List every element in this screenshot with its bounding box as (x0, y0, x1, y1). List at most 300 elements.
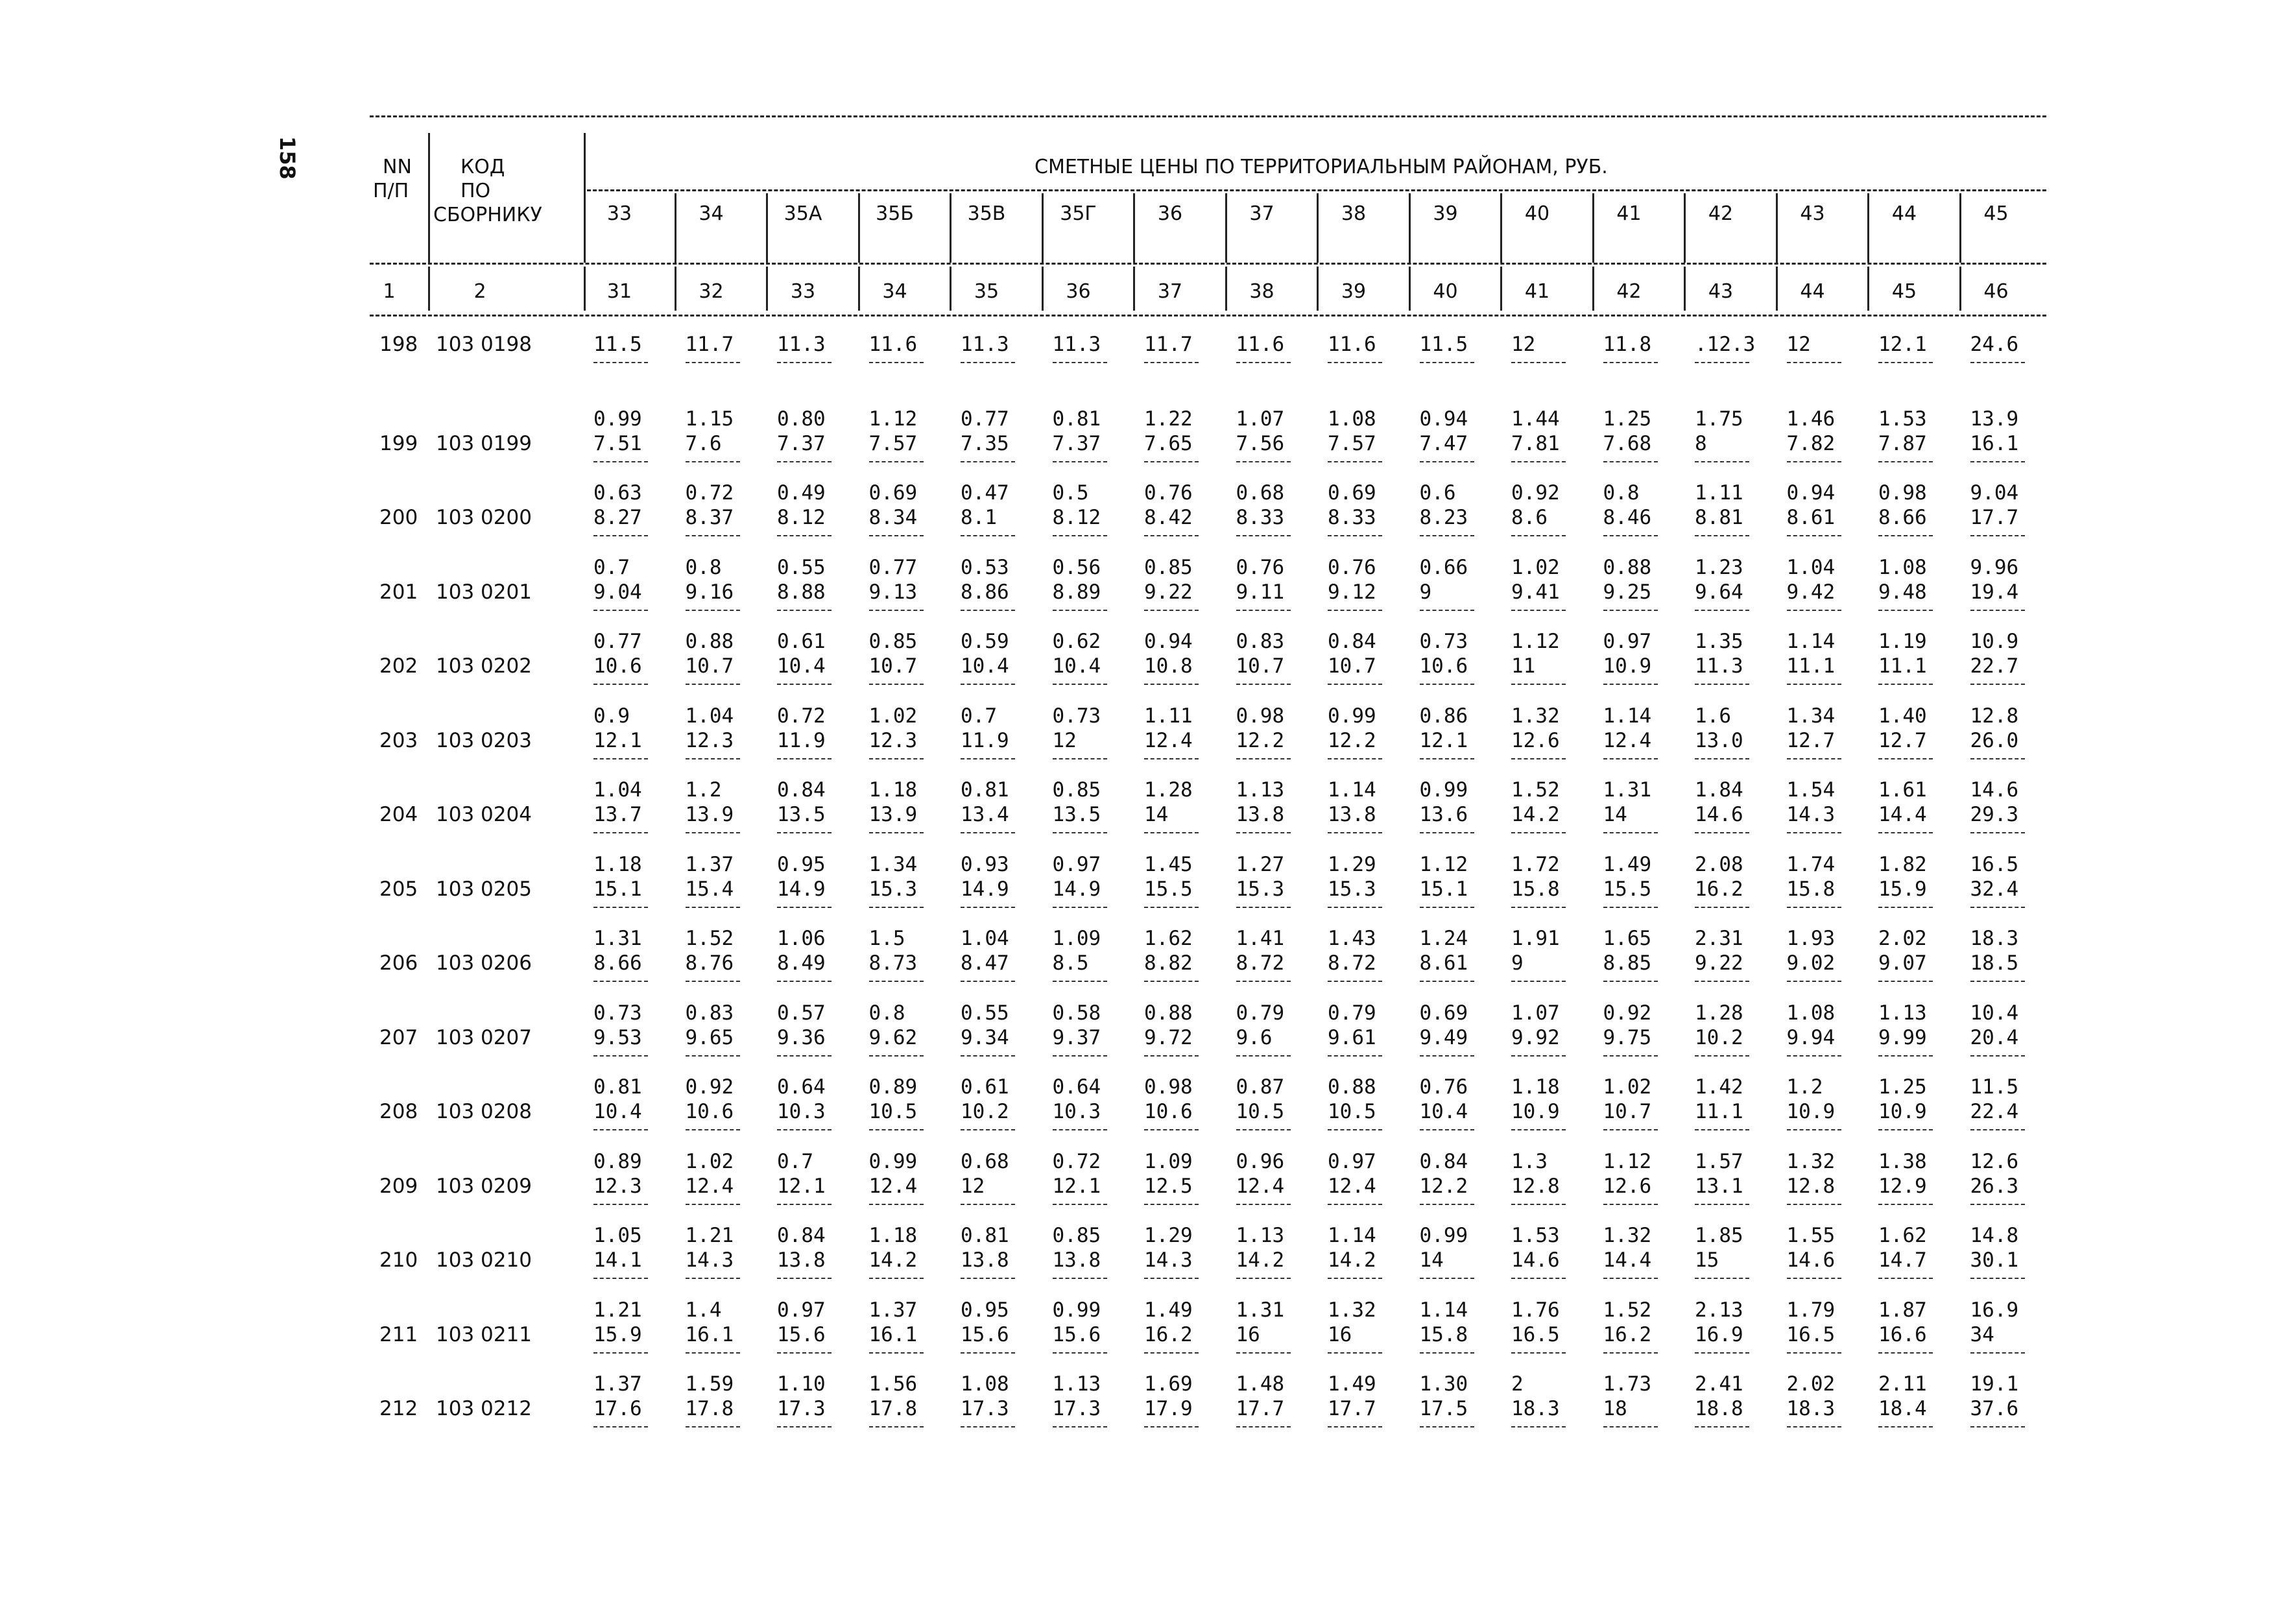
cell-underline (1511, 684, 1566, 685)
price-value: 1.75 (1695, 407, 1743, 431)
price-value: 0.79 (1328, 1001, 1376, 1025)
price-value: 10.4 (593, 1100, 642, 1123)
price-value: 1.10 (777, 1372, 826, 1396)
price-value: 1.09 (1144, 1149, 1193, 1173)
cell-underline (961, 907, 1015, 908)
cell-underline (1511, 1352, 1566, 1354)
price-value: 0.73 (1052, 704, 1101, 728)
cell-underline (869, 535, 924, 536)
price-value: 0.56 (1052, 555, 1101, 579)
cell-underline (1970, 907, 2025, 908)
price-value: 30.1 (1970, 1248, 2019, 1272)
price-value: 13.4 (961, 803, 1009, 826)
price-value: 0.7 (961, 704, 997, 728)
price-value: 10.6 (685, 1100, 734, 1123)
price-value: 10.4 (1052, 654, 1101, 678)
cell-underline (1420, 907, 1474, 908)
price-value: 10.8 (1144, 654, 1193, 678)
cell-underline (1144, 758, 1199, 759)
cell-underline (777, 535, 831, 536)
price-value: 10.2 (1695, 1025, 1743, 1049)
price-value: 12.4 (685, 1174, 734, 1198)
column-number: 43 (1708, 280, 1734, 303)
price-value: 1.25 (1878, 1075, 1927, 1099)
price-value: 1.76 (1511, 1298, 1560, 1322)
price-value: 14.3 (685, 1248, 734, 1272)
price-value: 1.14 (1419, 1298, 1468, 1322)
price-value: 1.12 (868, 407, 918, 431)
price-value: 9.07 (1878, 951, 1927, 975)
cell-underline (1420, 362, 1474, 363)
cell-underline (1695, 981, 1749, 982)
cell-underline (1695, 758, 1749, 759)
price-value: 20.4 (1970, 1025, 2019, 1049)
price-value: 18 (1603, 1397, 1627, 1420)
cell-underline (1787, 1278, 1841, 1279)
cell-underline (1328, 832, 1382, 833)
cell-underline (1144, 832, 1199, 833)
price-value: 14.1 (593, 1248, 642, 1272)
price-value: 0.69 (1419, 1001, 1468, 1025)
price-value: 13.9 (868, 803, 918, 826)
cell-underline (869, 1204, 924, 1205)
cell-underline (1328, 684, 1382, 685)
row-number: 198 (379, 333, 418, 356)
price-value: 15.9 (1878, 877, 1927, 901)
cell-underline (1328, 461, 1382, 462)
cell-underline (593, 758, 648, 759)
cell-underline (1053, 1129, 1107, 1130)
row-number: 211 (379, 1322, 418, 1346)
row-code: 103 0203 (436, 728, 532, 752)
cell-underline (1511, 535, 1566, 536)
price-value: 9.99 (1878, 1025, 1927, 1049)
cell-underline (1053, 1352, 1107, 1354)
cell-underline (777, 907, 831, 908)
cell-underline (1787, 610, 1841, 611)
price-value: 1.27 (1236, 852, 1285, 876)
cell-underline (686, 1426, 740, 1427)
price-value: 0.97 (777, 1298, 826, 1322)
cell-underline (1878, 684, 1933, 685)
price-value: 18.4 (1878, 1397, 1927, 1420)
price-value: 9.53 (593, 1025, 642, 1049)
price-value: 1.08 (1786, 1001, 1836, 1025)
price-value: 12.8 (1511, 1174, 1560, 1198)
cell-underline (1236, 758, 1291, 759)
row-number: 209 (379, 1174, 418, 1198)
price-value: 17.3 (777, 1397, 826, 1420)
price-value: 15.1 (593, 877, 642, 901)
price-value: 9.11 (1236, 580, 1285, 604)
price-value: 17.8 (685, 1397, 734, 1420)
cell-underline (1144, 907, 1199, 908)
column-number: 1 (383, 280, 396, 303)
price-value: 0.83 (1236, 630, 1285, 653)
price-value: 0.84 (1328, 630, 1376, 653)
cell-underline (869, 907, 924, 908)
price-value: 8.33 (1328, 506, 1376, 529)
price-value: 7.57 (1328, 431, 1376, 455)
price-value: 8.76 (685, 951, 734, 975)
price-value: 15.1 (1419, 877, 1468, 901)
cell-underline (1420, 758, 1474, 759)
price-value: 22.4 (1970, 1100, 2019, 1123)
price-value: 2.31 (1695, 927, 1743, 950)
price-value: 12.4 (1144, 728, 1193, 752)
price-value: 1.57 (1695, 1149, 1743, 1173)
cell-underline (777, 362, 831, 363)
price-value: 0.94 (1786, 481, 1836, 505)
cell-underline (1053, 610, 1107, 611)
price-value: 13.9 (1970, 407, 2019, 431)
cell-underline (961, 981, 1015, 982)
nn-header-sub: П/П (373, 180, 409, 202)
price-value: 8.61 (1419, 951, 1468, 975)
cell-underline (1511, 1055, 1566, 1057)
cell-underline (1328, 535, 1382, 536)
cell-underline (1236, 1278, 1291, 1279)
cell-underline (1328, 1204, 1382, 1205)
price-value: 14.8 (1970, 1224, 2019, 1247)
price-value: 1.37 (868, 1298, 918, 1322)
cell-underline (1603, 981, 1658, 982)
cell-underline (593, 1278, 648, 1279)
cell-underline (1511, 981, 1566, 982)
cell-underline (1236, 1352, 1291, 1354)
price-value: 16.1 (868, 1322, 918, 1346)
cell-underline (1420, 610, 1474, 611)
cell-underline (1970, 684, 2025, 685)
cell-underline (1236, 610, 1291, 611)
price-value: 1.04 (961, 927, 1009, 950)
price-value: 11.3 (1695, 654, 1743, 678)
price-value: 9.42 (1786, 580, 1836, 604)
price-value: 2.11 (1878, 1372, 1927, 1396)
cell-underline (1420, 1352, 1474, 1354)
price-value: 11.9 (961, 728, 1009, 752)
price-value: 12.2 (1328, 728, 1376, 752)
cell-underline (1236, 1204, 1291, 1205)
cell-underline (1236, 535, 1291, 536)
price-value: 1.42 (1695, 1075, 1743, 1099)
cell-underline (1144, 1204, 1199, 1205)
price-value: 14.2 (1236, 1248, 1285, 1272)
price-value: 0.73 (593, 1001, 642, 1025)
cell-underline (1878, 1426, 1933, 1427)
price-value: 9 (1511, 951, 1524, 975)
cell-underline (961, 1278, 1015, 1279)
price-value: 0.61 (777, 630, 826, 653)
price-value: 12.7 (1878, 728, 1927, 752)
price-value: 0.88 (685, 630, 734, 653)
price-value: 0.55 (777, 555, 826, 579)
cell-underline (1787, 461, 1841, 462)
cell-underline (1144, 362, 1199, 363)
row-number: 200 (379, 506, 418, 529)
price-value: 12.2 (1419, 1174, 1468, 1198)
price-value: 1.82 (1878, 852, 1927, 876)
cell-underline (1970, 1055, 2025, 1057)
cell-underline (1328, 758, 1382, 759)
row-code: 103 0212 (436, 1397, 532, 1420)
price-value: 15.8 (1511, 877, 1560, 901)
cell-underline (1695, 907, 1749, 908)
cell-underline (1420, 461, 1474, 462)
price-value: 1.45 (1144, 852, 1193, 876)
price-value: 0.94 (1419, 407, 1468, 431)
price-value: 1.32 (1786, 1149, 1836, 1173)
price-value: 8.46 (1603, 506, 1652, 529)
price-value: 1.62 (1878, 1224, 1927, 1247)
cell-underline (1328, 981, 1382, 982)
column-separator (584, 133, 586, 263)
price-value: 8.73 (868, 951, 918, 975)
price-value: 9.41 (1511, 580, 1560, 604)
price-value: 14.4 (1603, 1248, 1652, 1272)
column-number: 36 (1066, 280, 1091, 303)
price-value: 8.81 (1695, 506, 1743, 529)
price-value: 8.37 (685, 506, 734, 529)
price-value: 11.3 (777, 333, 826, 356)
price-value: 12.4 (1236, 1174, 1285, 1198)
price-value: 13.8 (1236, 803, 1285, 826)
price-value: 1.49 (1328, 1372, 1376, 1396)
price-value: 1.09 (1052, 927, 1101, 950)
price-value: 0.63 (593, 481, 642, 505)
cell-underline (777, 461, 831, 462)
price-value: 12.1 (1419, 728, 1468, 752)
price-value: 0.59 (961, 630, 1009, 653)
price-value: 14 (1419, 1248, 1444, 1272)
price-value: 37.6 (1970, 1397, 2019, 1420)
cell-underline (869, 1278, 924, 1279)
price-value: 11 (1511, 654, 1536, 678)
price-value: 1.55 (1786, 1224, 1836, 1247)
cell-underline (1420, 1278, 1474, 1279)
price-value: 0.68 (961, 1149, 1009, 1173)
row-number: 205 (379, 877, 418, 901)
price-value: 0.93 (961, 852, 1009, 876)
row-code: 103 0206 (436, 951, 532, 975)
price-value: 11.5 (1970, 1075, 2019, 1099)
column-number: 40 (1433, 280, 1458, 303)
price-value: 1.02 (868, 704, 918, 728)
price-value: 1.48 (1236, 1372, 1285, 1396)
price-value: 1.11 (1144, 704, 1193, 728)
cell-underline (1511, 1426, 1566, 1427)
price-value: 1.14 (1328, 1224, 1376, 1247)
price-value: 1.30 (1419, 1372, 1468, 1396)
price-value: 15.6 (777, 1322, 826, 1346)
price-value: 1.02 (1511, 555, 1560, 579)
cell-underline (1328, 1278, 1382, 1279)
price-value: 0.7 (593, 555, 630, 579)
price-value: 1.28 (1695, 1001, 1743, 1025)
row-number: 207 (379, 1025, 418, 1049)
cell-underline (1878, 758, 1933, 759)
price-value: 1.44 (1511, 407, 1560, 431)
price-value: 1.85 (1695, 1224, 1743, 1247)
price-value: 1.12 (1419, 852, 1468, 876)
price-value: 0.99 (1419, 778, 1468, 802)
price-value: 0.86 (1419, 704, 1468, 728)
cell-underline (961, 684, 1015, 685)
price-value: 15.6 (961, 1322, 1009, 1346)
price-value: 26.0 (1970, 728, 2019, 752)
cell-underline (1695, 535, 1749, 536)
price-value: 1.22 (1144, 407, 1193, 431)
district-code-header: 42 (1708, 202, 1734, 225)
cell-underline (1328, 907, 1382, 908)
cell-underline (1878, 610, 1933, 611)
price-value: 1.6 (1695, 704, 1731, 728)
cell-underline (1053, 907, 1107, 908)
cell-underline (1420, 981, 1474, 982)
cell-underline (1787, 1352, 1841, 1354)
cell-underline (1328, 1426, 1382, 1427)
cell-underline (961, 362, 1015, 363)
price-value: 1.40 (1878, 704, 1927, 728)
price-value: 8.12 (1052, 506, 1101, 529)
price-value: 1.04 (685, 704, 734, 728)
price-value: 9.48 (1878, 580, 1927, 604)
cell-underline (1695, 684, 1749, 685)
price-value: 16.2 (1144, 1322, 1193, 1346)
price-value: 1.37 (593, 1372, 642, 1396)
price-value: 8.72 (1236, 951, 1285, 975)
price-value: 8.6 (1511, 506, 1548, 529)
price-value: 0.58 (1052, 1001, 1101, 1025)
price-value: 1.25 (1603, 407, 1652, 431)
price-value: 1.18 (868, 1224, 918, 1247)
price-value: 14.9 (1052, 877, 1101, 901)
price-value: 9.37 (1052, 1025, 1101, 1049)
price-value: 14 (1603, 803, 1627, 826)
price-value: 0.92 (685, 1075, 734, 1099)
cell-underline (593, 362, 648, 363)
price-value: 10.4 (961, 654, 1009, 678)
price-value: 0.55 (961, 1001, 1009, 1025)
cell-underline (869, 981, 924, 982)
cell-underline (1236, 362, 1291, 363)
cell-underline (961, 461, 1015, 462)
price-value: 10.4 (1970, 1001, 2019, 1025)
price-value: 0.85 (1052, 1224, 1101, 1247)
district-code-header: 35Г (1060, 202, 1097, 225)
row-code: 103 0205 (436, 877, 532, 901)
cell-underline (1053, 1278, 1107, 1279)
price-value: 1.29 (1328, 852, 1376, 876)
price-value: 0.77 (868, 555, 918, 579)
price-value: 7.47 (1419, 431, 1468, 455)
price-value: 8.27 (593, 506, 642, 529)
cell-underline (1511, 1204, 1566, 1205)
cell-underline (1878, 907, 1933, 908)
cell-underline (1970, 610, 2025, 611)
price-value: 9.04 (593, 580, 642, 604)
price-value: 12.3 (593, 1174, 642, 1198)
price-value: 12.6 (1603, 1174, 1652, 1198)
cell-underline (1328, 610, 1382, 611)
cell-underline (1695, 1055, 1749, 1057)
cell-underline (1236, 684, 1291, 685)
cell-underline (1420, 832, 1474, 833)
cell-underline (1603, 535, 1658, 536)
price-value: 15.5 (1603, 877, 1652, 901)
price-value: 0.89 (868, 1075, 918, 1099)
row-number: 212 (379, 1397, 418, 1420)
price-value: 1.52 (1603, 1298, 1652, 1322)
cell-underline (1787, 1426, 1841, 1427)
cell-underline (1970, 1204, 2025, 1205)
district-code-header: 33 (606, 202, 632, 225)
price-value: 0.85 (1144, 555, 1193, 579)
price-value: 8.66 (1878, 506, 1927, 529)
price-value: 14.3 (1144, 1248, 1193, 1272)
cell-underline (686, 758, 740, 759)
price-value: 15.8 (1786, 877, 1836, 901)
price-value: 12 (1511, 333, 1536, 356)
cell-underline (593, 832, 648, 833)
price-value: 1.13 (1878, 1001, 1927, 1025)
price-value: 1.19 (1878, 630, 1927, 653)
cell-underline (686, 981, 740, 982)
cell-underline (1053, 981, 1107, 982)
column-separator (428, 133, 430, 263)
price-value: 0.99 (593, 407, 642, 431)
price-value: 17.5 (1419, 1397, 1468, 1420)
cell-underline (1970, 758, 2025, 759)
cell-underline (1878, 832, 1933, 833)
price-value: 0.72 (777, 704, 826, 728)
cell-underline (1053, 535, 1107, 536)
price-value: 8.82 (1144, 951, 1193, 975)
price-value: 29.3 (1970, 803, 2019, 826)
price-value: 12.3 (685, 728, 734, 752)
price-value: 1.32 (1511, 704, 1560, 728)
price-value: 9.04 (1970, 481, 2019, 505)
cell-underline (593, 1055, 648, 1057)
price-value: 12.1 (1878, 333, 1927, 356)
cell-underline (1970, 1278, 2025, 1279)
cell-underline (1787, 832, 1841, 833)
price-value: 11.1 (1878, 654, 1927, 678)
price-value: 0.81 (1052, 407, 1101, 431)
cell-underline (1144, 1278, 1199, 1279)
price-value: 0.69 (868, 481, 918, 505)
price-value: 11.3 (1052, 333, 1101, 356)
cell-underline (1511, 610, 1566, 611)
price-value: 0.92 (1511, 481, 1560, 505)
price-value: 17.7 (1328, 1397, 1376, 1420)
cell-underline (593, 1204, 648, 1205)
cell-underline (1420, 1204, 1474, 1205)
price-value: 12.6 (1970, 1149, 2019, 1173)
cell-underline (961, 832, 1015, 833)
price-value: 0.85 (868, 630, 918, 653)
cell-underline (686, 1352, 740, 1354)
price-value: 12.6 (1511, 728, 1560, 752)
column-number: 32 (699, 280, 724, 303)
price-value: 0.77 (961, 407, 1009, 431)
price-value: 8.1 (961, 506, 997, 529)
price-value: 1.13 (1052, 1372, 1101, 1396)
price-value: 1.79 (1786, 1298, 1836, 1322)
price-value: 16.2 (1695, 877, 1743, 901)
column-number: 33 (790, 280, 816, 303)
price-value: 10.9 (1878, 1100, 1927, 1123)
